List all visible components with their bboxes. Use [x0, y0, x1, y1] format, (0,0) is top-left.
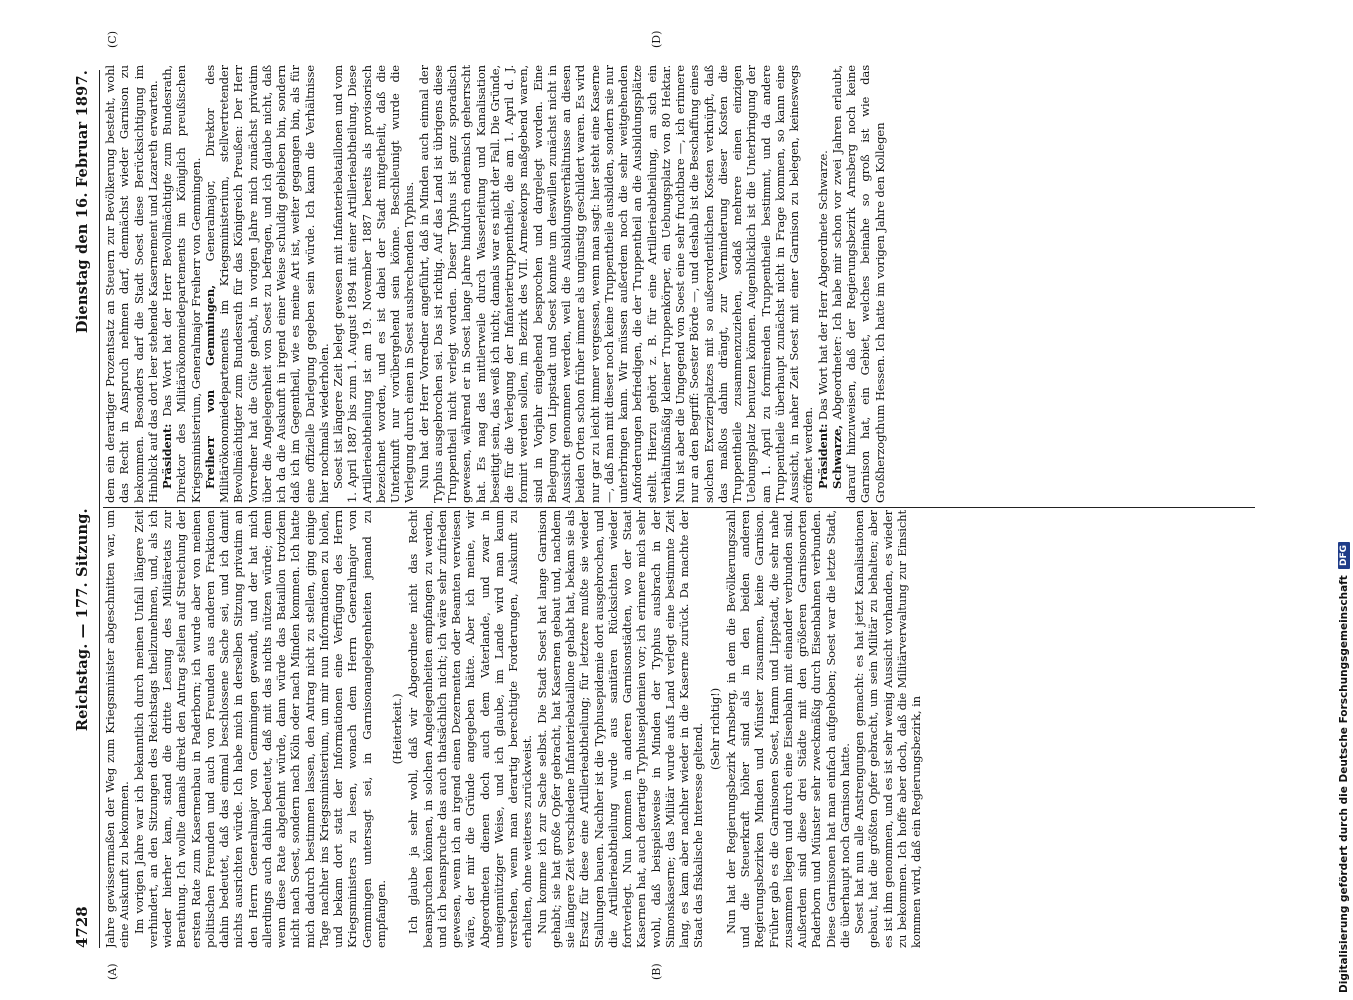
- paragraph: Im vorigen Jahre war ich bekanntlich durch meinen Unfall längere Zeit verhindert, an den Sitzungen des Reichstags theilzunehmen, und, als ich wieder hierher kam, stand die dritte Lesung des Militäretats zur Berathung. Ich wollte damals direkt den Antrag stellen auf Streichung der ersten Rate zum Kasernenbau in Paderborn; ich wurde aber von meinen politischen Freunden und auch von Freunden aus anderen Fraktionen dahin bedeutet, daß das einmal beschlossene Sache sei, und ich damit nichts ausrichten würde. Ich habe mich in derselben Sitzung privatim an den Herrn Generalmajor von Gemmingen gewandt, und der hat mich allerdings auch dahin bedeutet, daß mit das nichts nützen würde; denn wenn diese Rate abgelehnt würde, dann würde das Bataillon trotzdem nicht nach Soest, sondern nach Köln oder nach Minden kommen. Ich hatte mich dadurch bestimmen lassen, den Antrag nicht zu stellen, ging einige Tage nachher ins Kriegsministerium, um mir nun Informationen zu holen, und bekam dort statt der Informationen eine Verfügung des Herrn Kriegsministers zu lesen, wonach dem Herrn Generalmajor von Gemmingen untersagt sei, in Garnisonangelegenheiten jemand zu empfangen.: [131, 510, 388, 948]
- speaker-paragraph: [816, 65, 830, 503]
- session-date: Dienstag den 16. Februar 1897.: [73, 70, 91, 334]
- newspaper-page: [10, 10, 1285, 1000]
- page-number: 4728: [73, 906, 91, 948]
- speaker-label: Freiherr von Gemmingen,: [202, 284, 217, 489]
- left-column: [103, 510, 1255, 948]
- margin-mark-b: (B): [650, 963, 663, 980]
- paragraph: Soest ist längere Zeit belegt gewesen mit Infanteriebataillonen und vom 1. April 1887 bis zum 1. August 1894 mit einer Artillerieabtheilung. Diese Artillerieabtheilung ist am 19. November 1887 bereits als provisorisch bezeichnet worden, und es ist dabei der Stadt mitgetheilt, daß die Unterkunft nur vorübergehend sein könne. Beschleunigt wurde die Verlegung durch einen in Soest ausbrechenden Typhus.: [331, 65, 417, 503]
- session-title: Reichstag. — 177. Sitzung.: [73, 508, 91, 732]
- paragraph: Nun komme ich zur Sache selbst. Die Stadt Soest hat lange Garnison gehabt; sie hat große Opfer gebracht, hat Kasernen gebaut und, nachdem sie längere Zeit verschiedene Infanteriebataillone gehabt hat, bekam sie als Ersatz für diese eine Artillerieabtheilung; für letztere mußte sie wieder Stallungen bauen. Nachher ist die Typhusepidemie dort ausgebrochen, und die Artillerieabtheilung wurde aus sanitären Rücksichten wieder fortverlegt. Nun kommen in anderen Garnisonstädten, wo der Staat Kasernen hat, auch derartige Typhusepidemien vor; ich erinnere mich sehr wohl, daß beispielsweise in Minden der Typhus ausbrach in der Simonskaserne; das Militär wurde aufs Land verlegt eine bestimmte Zeit lang, es kam aber nachher wieder in die Kaserne zurück. Da machte der Staat das fiskalische Interesse geltend.: [534, 510, 706, 948]
- speaker-label: Schwarze,: [829, 424, 844, 489]
- paragraph: Nun hat der Regierungsbezirk Arnsberg, in dem die Bevölkerungszahl und die Steuerkraft höher sind als in den beiden anderen Regierungsbezirken Minden und Münster zusammen, keine Garnison. Früher gab es die Garnisonen Soest, Hamm und Lippstadt, die sehr nahe zusammen liegen und durch eine Eisenbahn mit einander verbunden sind. Außerdem sind diese drei Städte mit den größeren Garnisonorten Paderborn und Münster sehr zweckmäßig durch Eisenbahnen verbunden. Diese Garnisonen hat man einfach aufgehoben; Soest war die letzte Stadt, die überhaupt noch Garnison hatte.: [723, 510, 852, 948]
- speech-text: Abgeordneter: Ich habe mir schon vor zwei Jahren erlaubt, darauf hinzuweisen, daß der Regierungsbezirk Arnsberg noch keine Garnison hat, ein Gebiet, welches beinahe so groß ist wie das Großherzogthum Hessen. Ich hatte im vorigen Jahre den Kollegen: [829, 65, 887, 503]
- credit-text: Digitalisierung gefördert durch die Deutsche Forschungsgemeinschaft: [1338, 575, 1350, 993]
- interjection: (Heiterkeit.): [390, 693, 404, 765]
- speaker-paragraph: [203, 65, 331, 503]
- speaker-paragraph: [160, 65, 203, 503]
- page-header: [72, 70, 92, 948]
- speaker-paragraph: [830, 65, 887, 503]
- column-divider: [103, 507, 1255, 508]
- paragraph: Soest hat nun alle Anstrengungen gemacht: es hat jetzt Kanalisationen gebaut, hat die größten Opfer gebracht, um sein Militär zu behalten; aber es ist ihm genommen, und es ist sehr wenig Aussicht vorhanden, es wieder zu bekommen. Ich hoffe aber doch, daß die Militärverwaltung zur Einsicht kommen wird, daß ein Regierungsbezirk, in: [852, 510, 923, 948]
- margin-mark-a: (A): [106, 963, 119, 980]
- paragraph: Ich glaube ja sehr wohl, daß wir Abgeordnete nicht das Recht beanspruchen können, in solchen Angelegenheiten empfangen zu werden, und ich beanspruche das auch thatsächlich nicht; ich wäre sehr zufrieden gewesen, wenn ich an irgend einen Dezernenten oder Beamten verwiesen wäre, der mir die Gründe angegeben hätte. Aber ich meine, wir Abgeordneten dienen doch auch dem Vaterlande, und zwar in uneigennütziger Weise, und ich glaube, im Lande wird man kaum verstehen, wenn man derartig berechtigte Forderungen, Auskunft zu erhalten, ohne weiteres zurückweist.: [406, 510, 535, 948]
- paragraph: dem ein derartiger Prozentsatz an Steuern zur Bevölkerung besteht, wohl das Recht in Anspruch nehmen darf, demnächst wieder Garnison zu bekommen. Besonders darf die Stadt Soest diese Berücksichtigung im Hinblick auf das dort leer stehende Kasernement und Lazareth erwarten.: [103, 65, 160, 503]
- speaker-label: Präsident:: [815, 423, 830, 489]
- interjection: (Sehr richtig!): [707, 688, 722, 770]
- speaker-label: Präsident:: [160, 423, 174, 489]
- margin-mark-c: (C): [106, 31, 119, 48]
- speech-text: Das Wort hat der Herr Bevollmächtigte zum Bundesrath, Direktor des Militärökonomiedepartements im Königlich preußischen Kriegsministerium, Generalmajor Freiherr von Gemmingen.: [160, 65, 203, 503]
- paragraph: Jahre gewissermaßen der Weg zum Kriegsminister abgeschnitten war, um eine Auskunft zu bekommen.: [103, 510, 132, 948]
- paragraph: Nun hat der Herr Vorredner angeführt, daß in Minden auch einmal der Typhus ausgebrochen sei. Das ist richtig. Auf das Land ist übrigens diese Truppentheil nicht verlegt worden. Dieser Typhus ist ganz sporadisch gewesen, während er in Soest lange Jahre hindurch endemisch geherrscht hat. Es mag das mittlerweile durch Wasserleitung und Kanalisation beseitigt sein, das weiß ich nicht; damals war es nicht der Fall. Die Gründe, die für die Verlegung der Infanterietruppentheile, die am 1. April d. J. formirt werden sollen, im Bezirk des VII. Armeekorps maßgebend waren, sind in Vorjahr eingehend besprochen und dargelegt worden. Eine Belegung von Lippstadt und Soest konnte um deswillen zunächst nicht in Aussicht genommen werden, weil die Ausbildungsverhältnisse an diesen beiden Orten schon früher immer als ungünstig geschildert waren. Es wird nur gar zu leicht immer vergessen, wenn man sagt: hier steht eine Kaserne —, daß man mit dieser noch keine Truppentheile ausbilden, sondern sie nur unterbringen kann. Wir müssen außerdem noch die sehr weitgehenden Anforderungen befriedigen, die der Truppentheil an die Ausbildungsplätze stellt. Hierzu gehört z. B. für eine Artillerieabtheilung, an sich ein verhältnißmäßig kleiner Truppenkörper, ein Uebungsplatz von 80 Hektar. Nun ist aber die Umgegend von Soest eine sehr fruchtbare —, ich erinnere nur an den Begriff: Soester Börde —, und deshalb ist die Beschaffung eines solchen Exerzierplatzes mit so außerordentlichen Kosten verknüpft, daß das maßlos dahin drängt, zur Verminderung dieser Kosten die Truppentheile zusammenzuziehen, sodaß mehrere einen einzigen Uebungsplatz benutzen können. Augenblicklich ist die Unterbringung der am 1. April zu formirenden Truppentheile bestimmt, und da andere Truppentheile überhaupt zunächst nicht in Frage kommen, so kann eine Aussicht, in naher Zeit Soest mit einer Garnison zu belegen, keineswegs eröffnet werden.: [416, 65, 816, 503]
- header-rule: [99, 70, 100, 948]
- speech-text: Das Wort hat der Herr Abgeordnete Schwarze.: [815, 150, 830, 424]
- speech-text: Generalmajor, Direktor des Militärökonomiedepartements im Kriegsministerium, stellvertretender Bevollmächtigter zum Bundesrath für das Königreich Preußen: Der Herr Vorredner hat die Güte gehabt, in vorigen Jahre mich zunächst privatim über die Angelegenheit von Soest zu befragen, und ich glaube nicht, daß ich da die Auskunft in irgend einer Weise schuldig geblieben bin, sondern daß ich im Gegentheil, wie es meine Art ist, weiter gegangen bin, als für eine offizielle Darlegung gegeben sein würde. Ich kann die Verhältnisse hier nochmals wiederholen.: [202, 65, 331, 503]
- right-column: [103, 65, 1255, 503]
- dfg-logo: DFG: [1338, 542, 1350, 569]
- digitization-credit: [1336, 8, 1352, 993]
- margin-mark-d: (D): [650, 30, 663, 48]
